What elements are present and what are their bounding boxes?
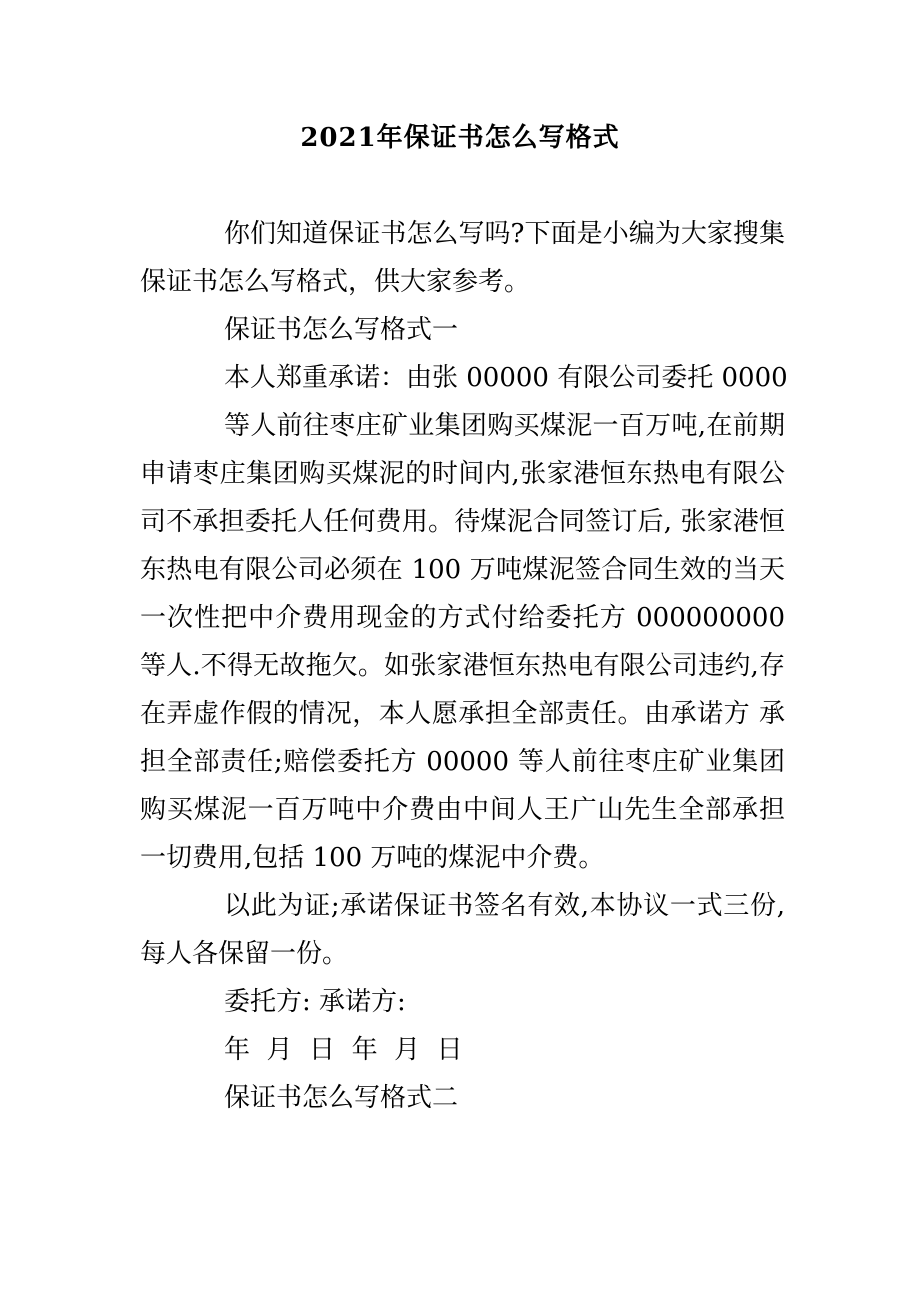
signature-line: 委托方: 承诺方: xyxy=(224,987,406,1017)
pledge-line: 本人郑重承诺：由张 00000 有限公司委托 0000 xyxy=(224,363,788,393)
document-title: 2021年保证书怎么写格式 xyxy=(300,123,620,153)
date-line: 年 月 日 年 月 日 xyxy=(224,1035,463,1065)
document-body xyxy=(140,210,788,1122)
closing-paragraph: 以此为证;承诺保证书签名有效,本协议一式三份,每人各保留一份。 xyxy=(140,891,785,969)
section-heading-2: 保证书怎么写格式二 xyxy=(224,1083,459,1113)
section-heading-1: 保证书怎么写格式一 xyxy=(224,315,459,345)
body-paragraph: 等人前往枣庄矿业集团购买煤泥一百万吨,在前期申请枣庄集团购买煤泥的时间内,张家港恒东热电有限公司不承担委托人任何费用。待煤泥合同签订后, 张家港恒东热电有限公司必须在 100 万吨煤泥签合同生效的当天一次性把中介费用现金的方式付给委托方 000000000 等人.不得无故拖欠。如张家港恒东热电有限公司违约,存在弄虚作假的情况，本人愿承担全部责任。由承诺方 承担全部责任;赔偿委托方 00000 等人前往枣庄矿业集团购买煤泥一百万吨中介费由中间人王广山先生全部承担一切费用,包括 100 万吨的煤泥中介费。 xyxy=(140,411,785,873)
intro-paragraph: 你们知道保证书怎么写吗?下面是小编为大家搜集保证书怎么写格式，供大家参考。 xyxy=(140,219,785,297)
